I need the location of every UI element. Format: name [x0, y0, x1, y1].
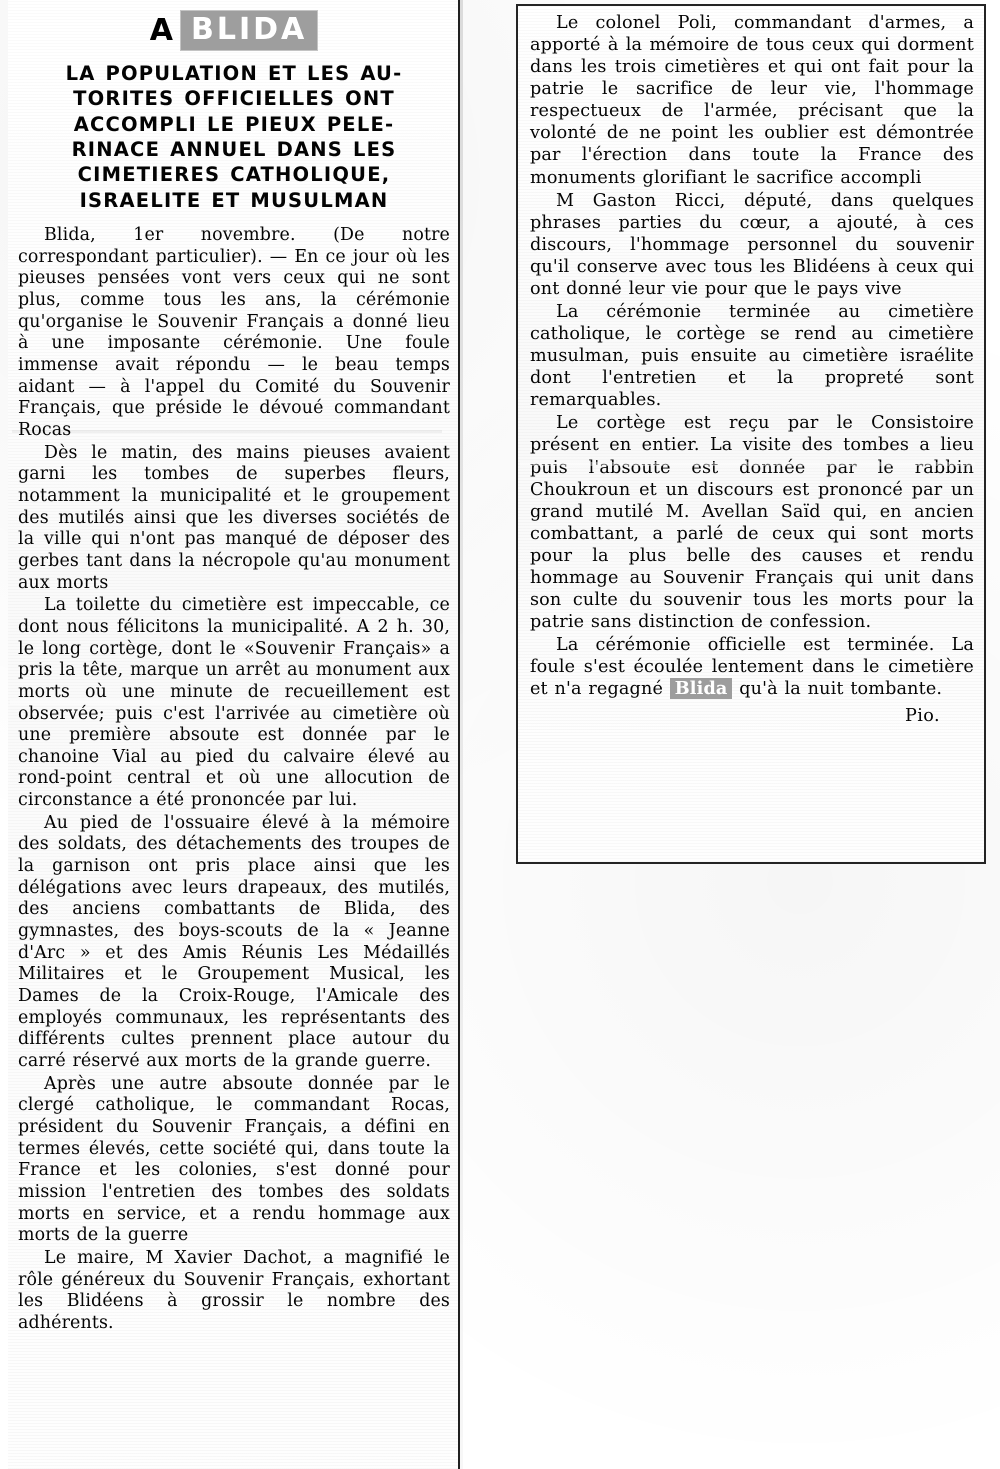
headline-line-1: LA POPULATION ET LES AU-: [65, 62, 403, 85]
headline-line-4: RINACE ANNUEL DANS LES: [71, 138, 397, 162]
headline-line-5: CIMETIERES CATHOLIQUE,: [77, 163, 391, 187]
paragraph: Après une autre absoute donnée par le clergé catholique, le commandant Rocas, président du Souvenir Français, a défini en termes élevés, cette société qui, dans toute la France et les colonies, s'est donné pour mission l'entretien des tombes des soldats morts en service, et a rendu hommage aux morts de la guerre: [18, 1073, 450, 1246]
headline-line-2: TORITES OFFICIELLES ONT: [73, 87, 395, 111]
page-title: [18, 61, 450, 213]
right-column-body: [530, 12, 974, 700]
masthead: [18, 10, 450, 51]
final-paragraph-before: La cérémonie officielle est terminée. La foule s'est écoulée lentement dans le cimetière et n'a regagné: [530, 635, 974, 700]
masthead-place-badge: BLIDA: [180, 10, 318, 51]
right-column: [516, 4, 986, 864]
paragraph: Au pied de l'ossuaire élevé à la mémoire des soldats, des détachements des troupes de la garnison ont pris place ainsi que les délégations avec leurs drapeaux, des mutilés, des anciens combattants de Blida, des gymnastes, des boys-scouts de la « Jeanne d'Arc » et des Amis Réunis Les Médaillés Militaires et le Groupement Musical, les Dames de la Croix-Rouge, l'Amicale des employés communaux, les représentants des différents cultes prennent place autour du carré réservé aux morts de la grande guerre.: [18, 812, 450, 1071]
paragraph: M Gaston Ricci, député, dans quelques phrases parties du cœur, a ajouté, à ces discours, l'hommage personnel du souvenir qu'il conserve avec tous les Blidéens à ceux qui ont donné leur vie pour que le pays vive: [530, 190, 974, 299]
paragraph: Blida, 1er novembre. (De notre correspondant particulier). — En ce jour où les pieuses pensées vont vers ceux qui ne sont plus, comme tous les ans, la cérémonie qu'organise le Souvenir Français a donné lieu à une imposante cérémonie. Une foule immense avait répondu — le beau temps aidant — à l'appel du Comité du Souvenir Français, que préside le dévoué commandant Rocas: [18, 225, 450, 440]
highlighted-place: Blida: [670, 678, 733, 699]
paragraph: Le maire, M Xavier Dachot, a magnifié le rôle généreux du Souvenir Français, exhortant les Blidéens à grossir le nombre des adhérents.: [18, 1247, 450, 1333]
headline-line-3: ACCOMPLI LE PIEUX PELE-: [73, 112, 395, 136]
left-column-body: [18, 225, 450, 1334]
paragraph: La cérémonie terminée au cimetière catholique, le cortège se rend au cimetière musulman, puis ensuite au cimetière israélite dont l'entretien et la propreté sont remarquables.: [530, 302, 974, 411]
signature: Pio.: [905, 706, 940, 727]
paragraph: Dès le matin, des mains pieuses avaient garni les tombes de superbes fleurs, notamment la municipalité et le groupement des mutilés ainsi que les diverses sociétés de la ville qui n'ont pas manqué de déposer des gerbes tant dans la nécropole qu'au monument aux morts: [18, 442, 450, 593]
column-divider: [460, 0, 463, 1469]
paragraph: Le colonel Poli, commandant d'armes, a apporté à la mémoire de tous ceux qui dorment dans les trois cimetières et qui ont fait pour la patrie le sacrifice de leur vie, l'hommage respectueux de l'armée, précisant que la volonté de ne point les oublier est démontrée par l'érection dans toute la France des monuments glorifiant le sacrifice accompli: [530, 13, 974, 188]
final-paragraph: [530, 634, 974, 700]
paragraph: Le cortège est reçu par le Consistoire présent en entier. La visite des tombes a lieu puis l'absoute est donnée par le rabbin Choukroun et un discours est prononcé par un grand mutilé M. Avellan Saïd qui, en ancien combattant, a parlé de ceux qui sont morts pour la plus belle des causes et rendu hommage au Souvenir Français qui unit dans son culte du souvenir tous les morts pour la patrie sans distinction de confession.: [530, 413, 974, 633]
left-column: [8, 0, 460, 1469]
headline-line-6: ISRAELITE ET MUSULMAN: [79, 188, 389, 212]
masthead-prefix: A: [149, 13, 174, 48]
paragraph: La toilette du cimetière est impeccable, ce dont nous félicitons la municipalité. A 2 h. 30, le long cortège, dont le «Souvenir Français» a pris la tête, marque un arrêt au monument aux morts où une minute de recueillement est observée; puis c'est l'arrivée au cimetière où une première absoute est donnée par le chanoine Vial au pied du calvaire élevé au rond-point central et où une allocution de circonstance a été prononcée par lui.: [18, 595, 450, 811]
final-paragraph-after: qu'à la nuit tombante.: [732, 679, 943, 700]
